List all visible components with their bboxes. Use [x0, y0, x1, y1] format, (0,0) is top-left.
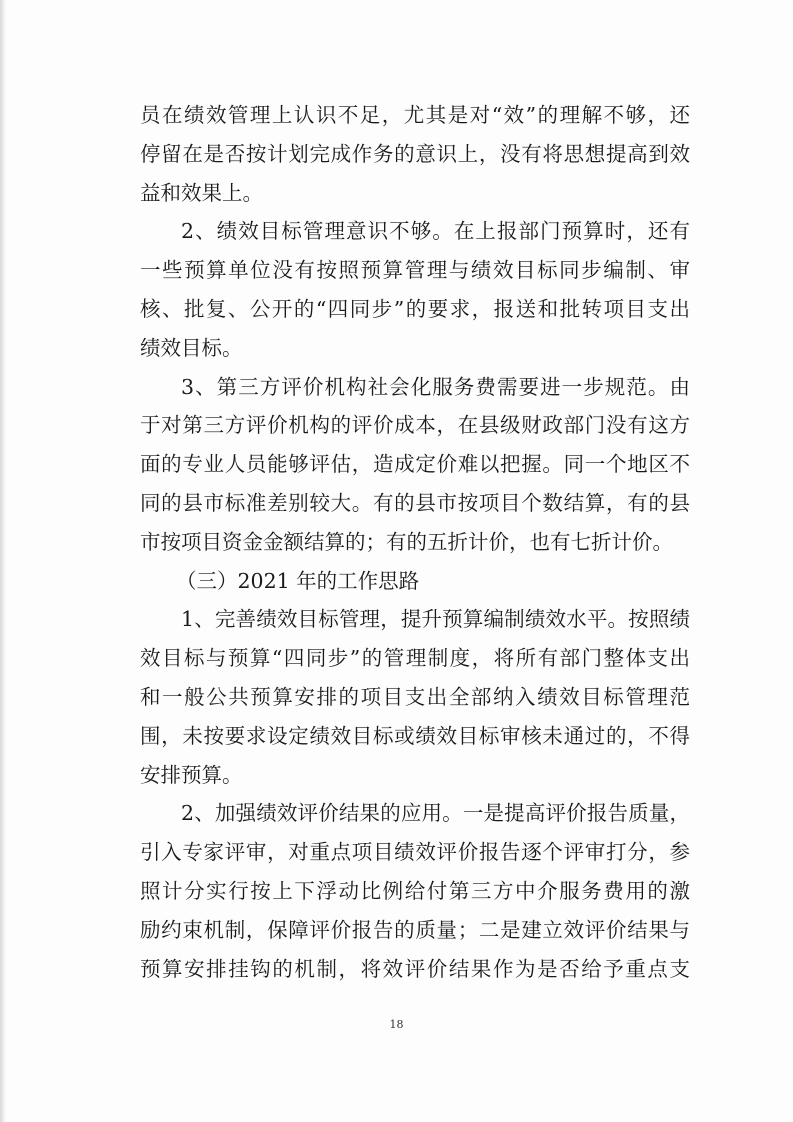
paragraph-line: 益和效果上。: [140, 180, 263, 205]
paragraph-line: 2、加强绩效评价结果的应用。一是提高评价报告质量，: [181, 801, 690, 826]
paragraph-line: 励约束机制，保障评价报告的质量；二是建立效评价结果与: [140, 917, 690, 942]
paragraph-line: 核、批复、公开的“四同步”的要求，报送和批转项目支出: [140, 296, 690, 321]
paragraph-line: 1、完善绩效目标管理，提升预算编制绩效水平。按照绩: [181, 607, 690, 632]
paragraph-line: 效目标与预算“四同步”的管理制度，将所有部门整体支出: [140, 646, 690, 671]
paragraph-line: 和一般公共预算安排的项目支出全部纳入绩效目标管理范: [140, 684, 690, 709]
page-number: 18: [389, 1018, 404, 1031]
paragraph-line: 安排预算。: [140, 762, 243, 787]
document-body: [140, 96, 690, 988]
paragraph-line: 围，未按要求设定绩效目标或绩效目标审核未通过的，不得: [140, 723, 690, 748]
paragraph-line: 于对第三方评价机构的评价成本，在县级财政部门没有这方: [140, 413, 690, 438]
paragraph-line: 停留在是否按计划完成作务的意识上，没有将思想提高到效: [140, 141, 690, 166]
section-heading: （三）2021 年的工作思路: [176, 568, 420, 593]
paragraph-line: 引入专家评审，对重点项目绩效评价报告逐个评审打分，参: [140, 840, 690, 865]
scan-edge-shadow: [0, 0, 6, 1122]
paragraph-line: 3、第三方评价机构社会化服务费需要进一步规范。由: [181, 374, 690, 399]
paragraph-line: 照计分实行按上下浮动比例给付第三方中介服务费用的激: [140, 878, 690, 903]
paragraph-line: 一些预算单位没有按照预算管理与绩效目标同步编制、审: [140, 258, 690, 283]
paragraph-line: 绩效目标。: [140, 335, 243, 360]
paragraph-line: 预算安排挂钩的机制，将效评价结果作为是否给予重点支: [140, 956, 690, 981]
paragraph-line: 市按项目资金金额结算的；有的五折计价，也有七折计价。: [140, 529, 673, 554]
paragraph-line: 2、绩效目标管理意识不够。在上报部门预算时，还有: [181, 219, 690, 244]
paragraph-line: 面的专业人员能够评估，造成定价难以把握。同一个地区不: [140, 452, 690, 477]
paragraph-line: 员在绩效管理上认识不足，尤其是对“效”的理解不够，还: [140, 103, 690, 127]
paragraph-line: 同的县市标准差别较大。有的县市按项目个数结算，有的县: [140, 490, 690, 515]
